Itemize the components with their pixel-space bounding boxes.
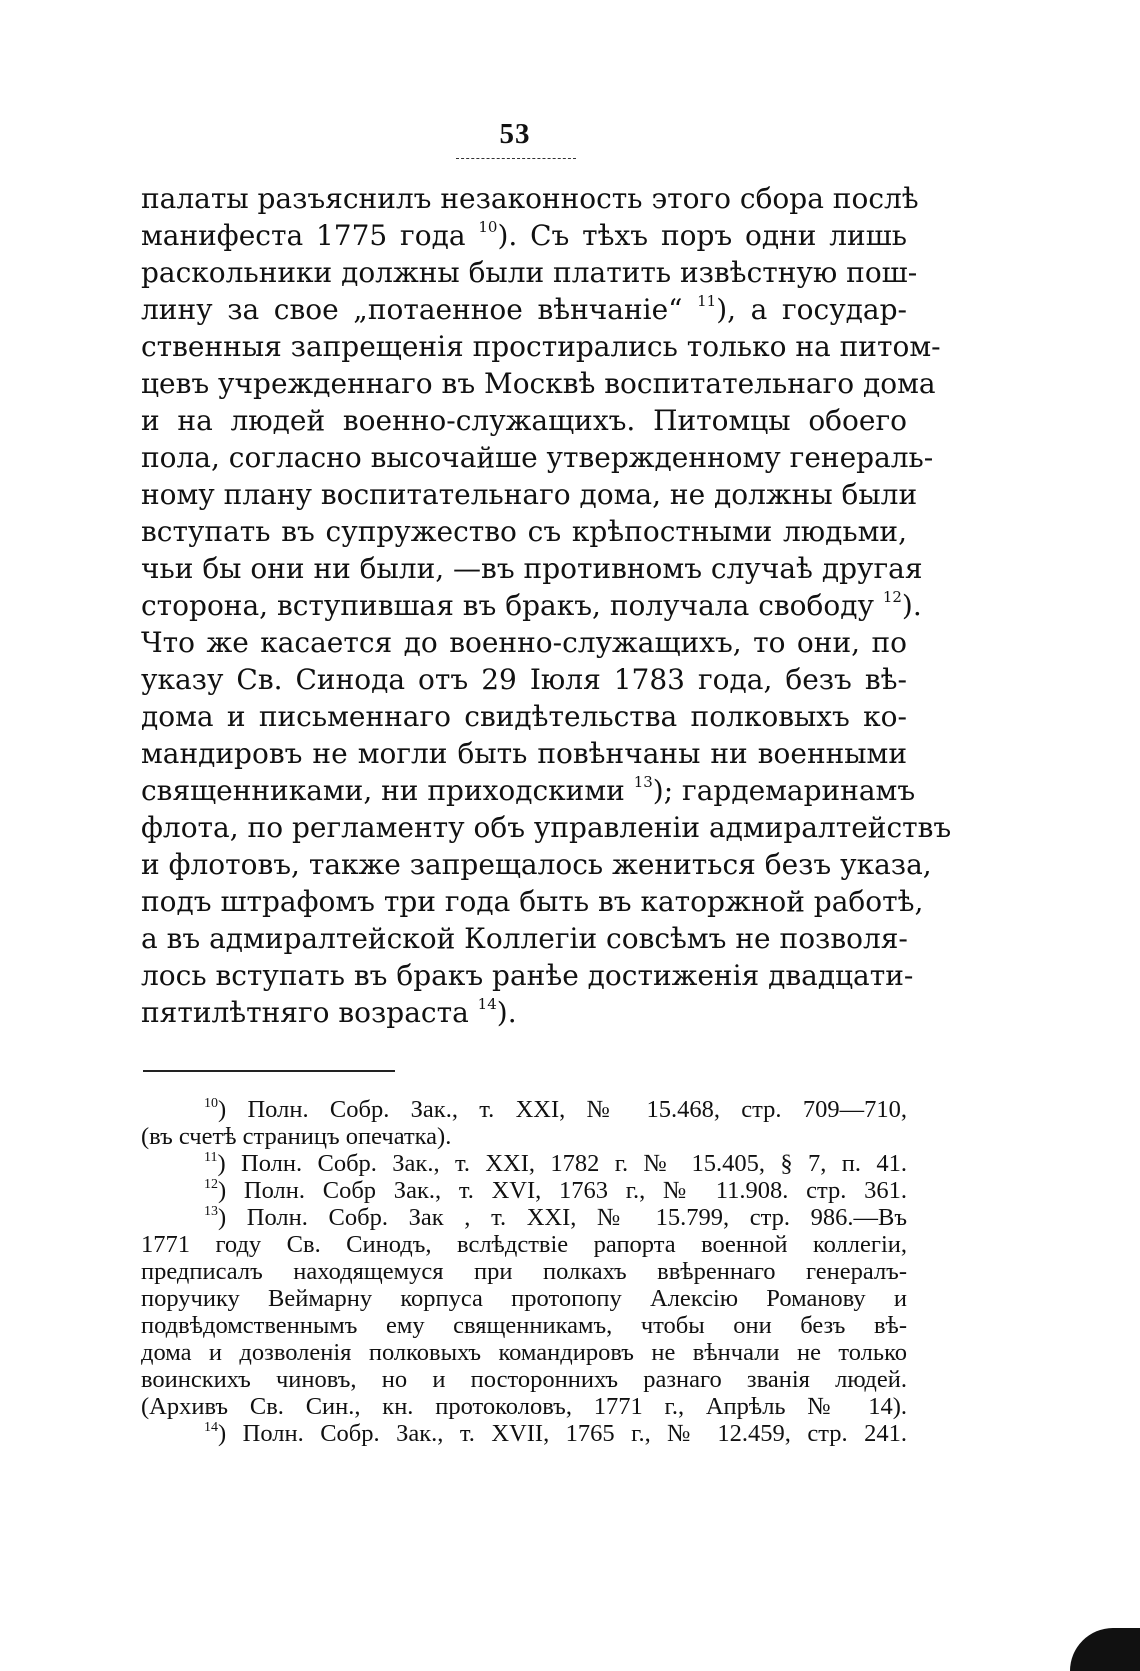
page-corner-mark — [1070, 1628, 1140, 1671]
text-line: чьи бы они ни были, —въ противномъ случаѣ другая — [141, 552, 923, 585]
footnote-line: 1771 году Св. Синодъ, вслѣдствіе рапорта военной коллегіи, — [141, 1231, 907, 1258]
footnote-line: воинскихъ чиновъ, но и постороннихъ разнаго званія людей. — [141, 1366, 907, 1393]
footnotes — [141, 1096, 907, 1447]
text-line: мандировъ не могли быть повѣнчаны ни военными — [141, 737, 907, 770]
footnote-number: 10 — [204, 1096, 218, 1111]
text-line: указу Св. Синода отъ 29 Іюля 1783 года, безъ вѣ- — [141, 663, 907, 696]
footnote-ref: 14 — [477, 995, 497, 1013]
footnote-ref: 10 — [478, 218, 498, 236]
footnote-line: $^{12}$) Полн. Собр Зак., т. XVI, 1763 г., № 11.908. стр. 361. — [204, 1177, 907, 1204]
text-line: вступать въ супружество съ крѣпостными людьми, — [141, 515, 907, 548]
text-line: лось вступать въ бракъ ранѣе достиженія двадцати- — [141, 959, 914, 992]
page-number-rule — [456, 158, 576, 159]
footnote-ref: 11 — [697, 292, 717, 310]
text-line: священниками, ни приходскими $^{13}$); гардемаринамъ — [141, 773, 916, 807]
footnote-line: (Архивъ Св. Син., кн. протоколовъ, 1771 г., Апрѣль № 14). — [141, 1393, 907, 1420]
text-line: пола, согласно высочайше утвержденному генераль- — [141, 441, 934, 474]
footnote-ref: 13 — [633, 773, 653, 791]
text-line: Что же касается до военно-служащихъ, то они, по — [141, 626, 907, 659]
text-line: флота, по регламенту объ управленіи адмиралтействъ — [141, 811, 952, 844]
text-line: подъ штрафомъ три года быть въ каторжной работѣ, — [141, 885, 924, 918]
text-line: манифеста 1775 года $^{10}$). Съ тѣхъ поръ одни лишь — [141, 218, 907, 252]
footnote-divider — [143, 1070, 395, 1072]
footnote-line: дома и дозволенія полковыхъ командировъ не вѣнчали не только — [141, 1339, 907, 1366]
page-number: 53 — [499, 118, 531, 150]
text-line: а въ адмиралтейской Коллегіи совсѣмъ не позволя- — [141, 922, 908, 955]
footnote-line: $^{14}$) Полн. Собр. Зак., т. XVII, 1765 г., № 12.459, стр. 241. — [204, 1420, 907, 1447]
text-line: дома и письменнаго свидѣтельства полковыхъ ко- — [141, 700, 907, 733]
footnote-number: 12 — [204, 1177, 218, 1192]
footnote-number: 14 — [204, 1420, 218, 1435]
footnote-ref: 12 — [882, 588, 902, 606]
text-line: лину за свое „потаенное вѣнчаніе“ $^{11}$), а государ- — [141, 292, 907, 326]
main-text — [141, 180, 952, 1031]
footnote-line: $^{10}$) Полн. Собр. Зак., т. XXI, № 15.468, стр. 709—710, — [204, 1096, 907, 1123]
footnote-line: поручику Веймарну корпуса протопопу Алексію Романову и — [141, 1285, 907, 1312]
footnote-line: предписалъ находящемуся при полкахъ ввѣреннаго генералъ- — [141, 1258, 907, 1285]
text-line: ному плану воспитательнаго дома, не должны были — [141, 478, 918, 511]
text-line: и на людей военно-служащихъ. Питомцы обоего — [141, 404, 907, 437]
text-line: пятилѣтняго возраста $^{14}$). — [141, 995, 517, 1029]
footnote-line: подвѣдомственнымъ ему священникамъ, чтобы они безъ вѣ- — [141, 1312, 907, 1339]
footnote-line: (въ счетѣ страницъ опечатка). — [141, 1123, 452, 1150]
footnote-number: 11 — [204, 1150, 218, 1165]
text-line: палаты разъяснилъ незаконность этого сбора послѣ — [141, 182, 919, 215]
text-line: сторона, вступившая въ бракъ, получала свободу $^{12}$). — [141, 588, 922, 622]
text-line: цевъ учрежденнаго въ Москвѣ воспитательнаго дома — [141, 367, 936, 400]
text-line: ственныя запрещенія простирались только на питом- — [141, 330, 941, 363]
text-line: и флотовъ, также запрещалось жениться безъ указа, — [141, 848, 932, 881]
footnote-number: 13 — [204, 1204, 218, 1219]
footnote-line: $^{11}$) Полн. Собр. Зак., т. XXI, 1782 г. № 15.405, § 7, п. 41. — [204, 1150, 907, 1177]
footnote-line: $^{13}$) Полн. Собр. Зак , т. XXI, № 15.799, стр. 986.—Въ — [204, 1204, 907, 1231]
text-line: раскольники должны были платить извѣстную пош- — [141, 256, 918, 289]
